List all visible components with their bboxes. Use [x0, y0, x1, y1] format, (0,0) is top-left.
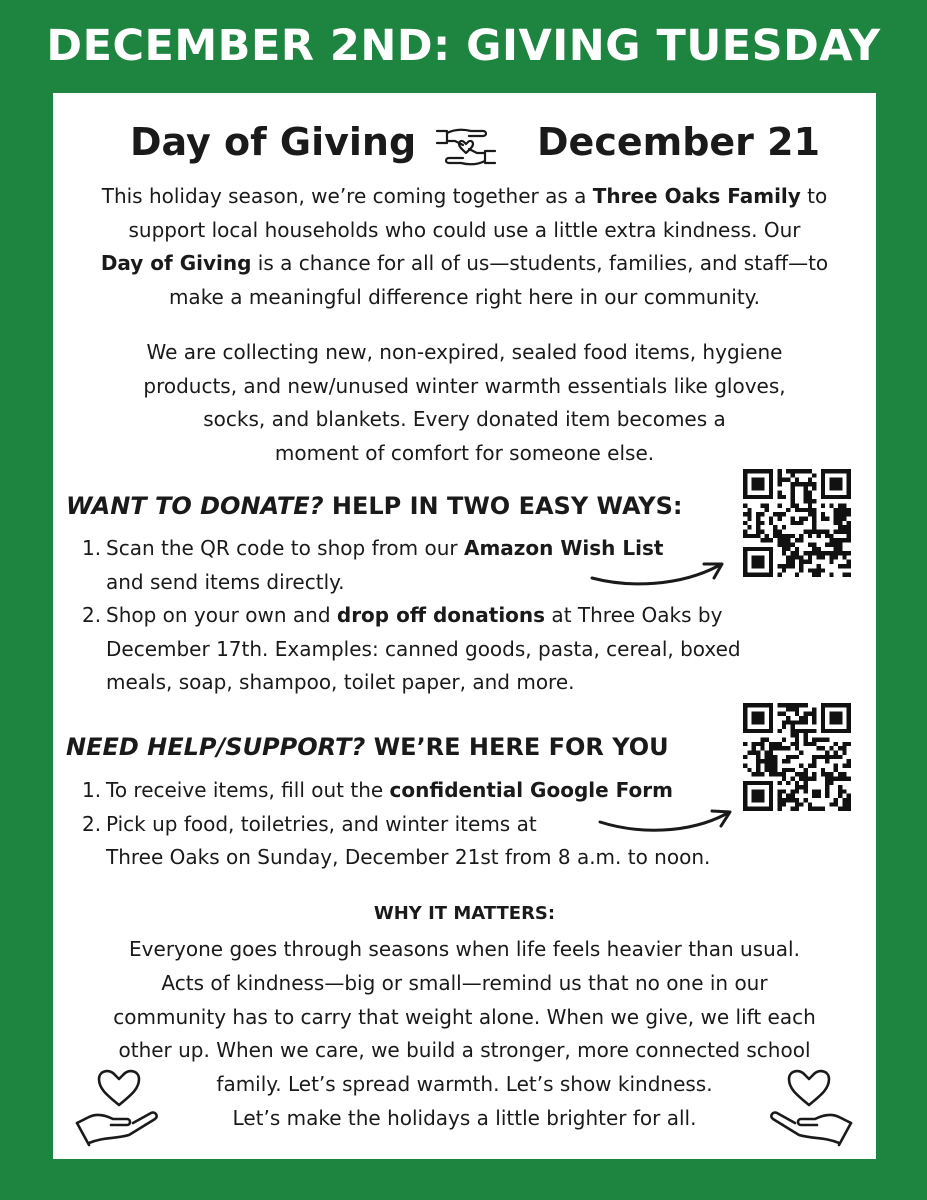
heart-in-hand-icon [763, 1063, 855, 1151]
heart-in-hand-icon [73, 1063, 165, 1151]
banner-title: DECEMBER 2ND: GIVING TUESDAY [46, 21, 881, 71]
qr-code-icon[interactable] [743, 469, 851, 577]
flyer-panel [53, 93, 876, 1159]
list-item: 1. To receive items, fill out the confidential Google Form [82, 778, 673, 802]
banner [0, 0, 927, 92]
help-heading: NEED HELP/SUPPORT? WE’RE HERE FOR YOU [66, 733, 669, 761]
curved-arrow-icon [590, 556, 730, 596]
intro-paragraph: This holiday season, we’re coming together as a Three Oaks Family to support local households who could use a little extra kindness. Our Day of Giving is a chance for all of us—students, families, and staff—to make a meaningful difference right here in our community. [100, 184, 829, 309]
list-item: 2. Shop on your own and drop off donations at Three Oaks by December 17th. Examples: canned goods, pasta, cereal, boxed meals, soap, shampoo, toilet paper, and more. [82, 603, 741, 694]
list-item: 1. Scan the QR code to shop from our Amazon Wish List and send items directly. [82, 536, 664, 594]
why-it-matters-paragraph: Everyone goes through seasons when life feels heavier than usual. Acts of kindness—big or small—remind us that no one in our community has to carry that weight alone. When we give, we lift each other up. When we care, we build a stronger, more connected school family. Let’s spread warmth. Let’s show kindness. Let’s make the holidays a little brighter for all. [113, 937, 816, 1130]
collect-paragraph: We are collecting new, non-expired, sealed food items, hygiene products, and new/unused winter warmth essentials like gloves, socks, and blankets. Every donated item becomes a moment of comfort for someone else. [143, 340, 786, 465]
why-it-matters-title: WHY IT MATTERS: [373, 903, 556, 924]
title-date: December 21 [537, 120, 821, 164]
curved-arrow-icon [598, 804, 738, 842]
list-item: 2. Pick up food, toiletries, and winter items at Three Oaks on Sunday, December 21st from 8 a.m. to noon. [82, 811, 711, 869]
title-day-of-giving: Day of Giving [130, 120, 417, 164]
giving-hands-heart-icon [433, 123, 499, 171]
qr-code-icon[interactable] [743, 703, 851, 811]
donate-heading: WANT TO DONATE? HELP IN TWO EASY WAYS: [66, 492, 683, 520]
